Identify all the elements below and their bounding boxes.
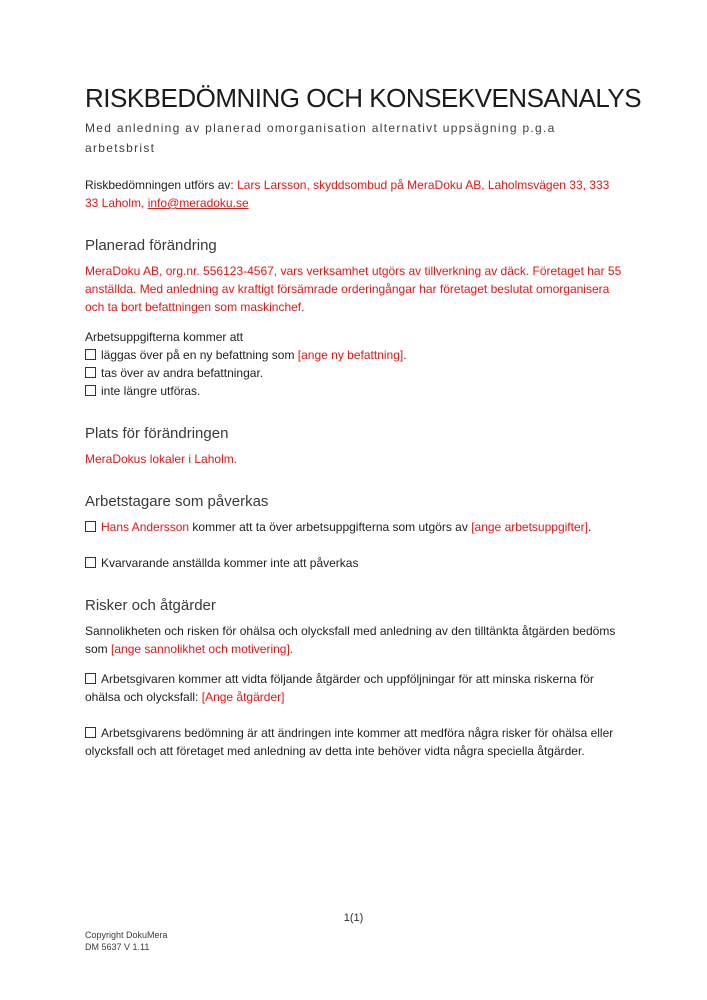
affected-employee-name: Hans Andersson: [101, 520, 190, 534]
task-option-1-text: läggas över på en ny befattning som: [101, 348, 298, 362]
document-subtitle: Med anledning av planerad omorganisation alternativt uppsägning p.g.a arbetsbrist: [85, 121, 556, 155]
checkbox-icon[interactable]: [85, 349, 96, 360]
arbetstagare-option-2-text: Kvarvarande anställda kommer inte att påverkas: [101, 556, 359, 570]
risker-option-1-text: Arbetsgivaren kommer att vidta följande åtgärder och uppföljningar för att minska riskerna för ohälsa och olycksfall:: [85, 672, 594, 704]
document-id: DM 5637 V 1.11: [85, 941, 150, 952]
risker-option-2-text: Arbetsgivarens bedömning är att ändringen inte kommer att medföra några risker för ohälsa eller olycksfall och att företaget med anledning av detta inte behöver vidta några speciella åtgärder.: [85, 726, 614, 758]
checkbox-icon[interactable]: [85, 727, 96, 738]
risker-intro-placeholder: [ange sannolikhet och motivering].: [111, 642, 294, 656]
arbetstagare-option-1-text: kommer att ta över arbetsuppgifterna som utgörs av: [189, 520, 472, 534]
document-content: [85, 82, 642, 760]
tasks-paragraph: [85, 328, 625, 400]
task-option-3-text: inte längre utföras.: [101, 384, 201, 398]
document-title: RISKBEDÖMNING OCH KONSEKVENSANALYS: [85, 83, 642, 113]
section-heading-planerad-forandring: Planerad förändring: [85, 237, 217, 254]
checkbox-icon[interactable]: [85, 673, 96, 684]
section-heading-arbetstagare: Arbetstagare som påverkas: [85, 493, 269, 510]
risker-option-1: [85, 670, 625, 706]
checkbox-icon[interactable]: [85, 521, 96, 532]
arbetstagare-option-2: [85, 554, 625, 572]
risker-option-1-placeholder: [Ange åtgärder]: [201, 690, 285, 704]
tasks-intro: Arbetsuppgifterna kommer att: [85, 330, 244, 344]
section-heading-plats: Plats för förändringen: [85, 425, 229, 442]
risker-intro-text: Sannolikheten och risken för ohälsa och olycksfall med anledning av den tilltänkta åtgärden bedöms som: [85, 624, 616, 656]
checkbox-icon[interactable]: [85, 367, 96, 378]
page-number: 1(1): [343, 912, 364, 924]
checkbox-icon[interactable]: [85, 557, 96, 568]
byline-label: Riskbedömningen utförs av:: [85, 178, 238, 192]
risker-intro: [85, 622, 625, 658]
task-option-1-post: .: [403, 348, 407, 362]
task-option-2-text: tas över av andra befattningar.: [101, 366, 264, 380]
section-heading-risker: Risker och åtgärder: [85, 597, 216, 614]
copyright-line: Copyright DokuMera: [85, 930, 168, 940]
email-link[interactable]: info@meradoku.se: [147, 196, 249, 210]
planerad-body: MeraDoku AB, org.nr. 556123-4567, vars verksamhet utgörs av tillverkning av däck. Företaget har 55 anställda. Med anledning av kraftigt försämrade orderingångar har företaget beslutat omorganisera och ta bort befattningen som maskinchef.: [85, 264, 622, 314]
task-option-1-placeholder: [ange ny befattning]: [297, 348, 404, 362]
checkbox-icon[interactable]: [85, 385, 96, 396]
byline-paragraph: [85, 176, 625, 212]
risker-option-2: [85, 724, 625, 760]
arbetstagare-option-1: [85, 518, 625, 536]
arbetstagare-option-1-post: .: [587, 520, 592, 534]
byline-performer: Lars Larsson, skyddsombud på MeraDoku AB, Laholmsvägen 33, 333 33 Laholm,: [85, 178, 610, 210]
plats-body: MeraDokus lokaler i Laholm.: [85, 452, 238, 466]
arbetstagare-option-1-placeholder: [ange arbetsuppgifter]: [471, 520, 588, 534]
footer-copyright: [85, 930, 168, 953]
